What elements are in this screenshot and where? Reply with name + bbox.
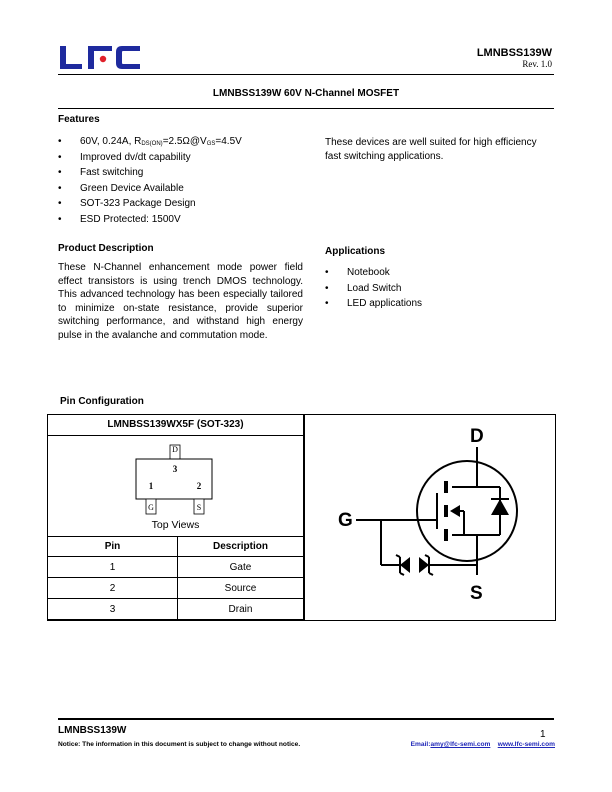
package-pin-s-label: S [196,503,202,512]
features-heading: Features [58,114,100,125]
package-pin-3-number: 3 [172,464,178,474]
table-row [48,599,304,620]
footer-rule [58,718,554,720]
page-number: 1 [540,729,546,740]
header-part-number: LMNBSS139W [476,47,552,59]
email-link[interactable]: amy@lfc-semi.com [430,741,491,748]
title-rule [58,108,554,109]
pin-column-header: Pin [48,537,178,557]
applications-list [325,265,545,312]
schematic-drain-label: D [470,426,484,447]
pin-number: 2 [48,578,178,599]
pin-description: Gate [178,557,304,578]
feature-item: • SOT-323 Package Design [58,196,308,212]
document-title: LMNBSS139W 60V N-Channel MOSFET [212,88,400,99]
company-logo [58,44,142,70]
description-column-header: Description [178,537,304,557]
product-description-text: These N-Channel enhancement mode power field effect transistors is using trench DMOS technology. This advanced technology has been especially tailored to minimize on-state resistance, provide superior switching performance, and withstand high energy pulse in the avalanche and commutation mode. [58,262,303,341]
applications-heading: Applications [325,246,386,257]
pin-configuration-heading: Pin Configuration [60,396,144,407]
features-list [58,134,308,228]
website-link[interactable]: www.lfc-semi.com [497,741,555,748]
pin-number: 1 [48,557,178,578]
feature-item: • Fast switching [58,165,308,181]
pin-table [47,536,304,620]
package-pin-1-number: 1 [148,481,154,491]
top-views-caption: Top Views [151,519,200,531]
header-rule [58,74,554,75]
application-item: • Notebook [325,265,545,281]
table-row [48,557,304,578]
pin-table-header [48,537,304,557]
product-description-heading: Product Description [58,243,154,254]
schematic-source-label: S [470,583,483,604]
application-item: • LED applications [325,296,545,312]
table-row [48,578,304,599]
pin-description: Drain [178,599,304,620]
application-item: • Load Switch [325,281,545,297]
footer-contact [411,741,555,748]
feature-item: • 60V, 0.24A, $R_{DS(ON)}=2.5\Omega@V_{GS}=4.5V$ [58,134,308,150]
email-label: Email: [410,741,431,748]
footer-part-number: LMNBSS139W [58,725,127,736]
package-pin-d-label: D [172,445,178,454]
schematic-gate-label: G [338,510,353,531]
feature-item: • Improved dv/dt capability [58,150,308,166]
package-pin-2-number: 2 [196,481,202,491]
features-summary: These devices are well suited for high efficiency fast switching applications. [325,137,537,162]
feature-item: • ESD Protected: 1500V [58,212,308,228]
pin-number: 3 [48,599,178,620]
footer-notice: Notice: The information in this document is subject to change without notice. [58,741,301,748]
header-revision: Rev. 1.0 [522,59,552,69]
feature-item: • Green Device Available [58,181,308,197]
package-title: LMNBSS139WX5F (SOT-323) [47,414,304,436]
pin-description: Source [178,578,304,599]
package-pin-g-label: G [148,503,154,512]
